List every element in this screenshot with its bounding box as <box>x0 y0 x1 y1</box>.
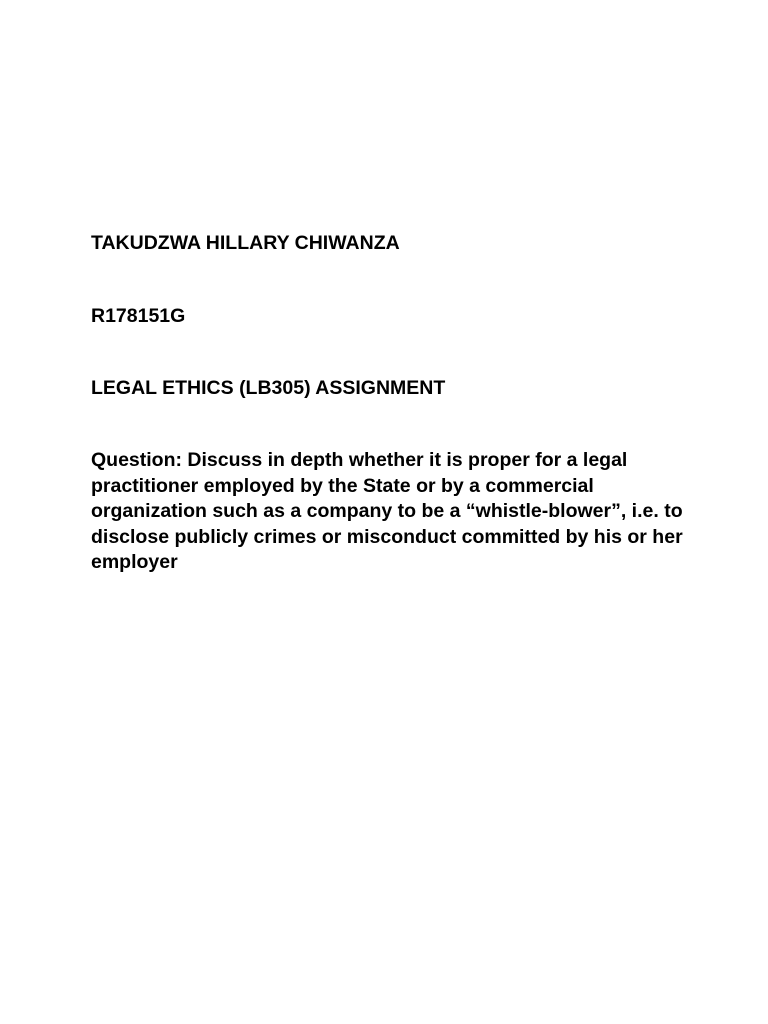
assignment-question: Question: Discuss in depth whether it is proper for a legal practitioner employed by the State or by a commercial organization such as a company to be a “whistle-blower”, i.e. to disclose publicly crimes or misconduct committed by his or her employer <box>91 449 683 573</box>
student-name: TAKUDZWA HILLARY CHIWANZA <box>91 232 400 254</box>
course-title: LEGAL ETHICS (LB305) ASSIGNMENT <box>91 377 446 399</box>
registration-number: R178151G <box>91 305 186 327</box>
